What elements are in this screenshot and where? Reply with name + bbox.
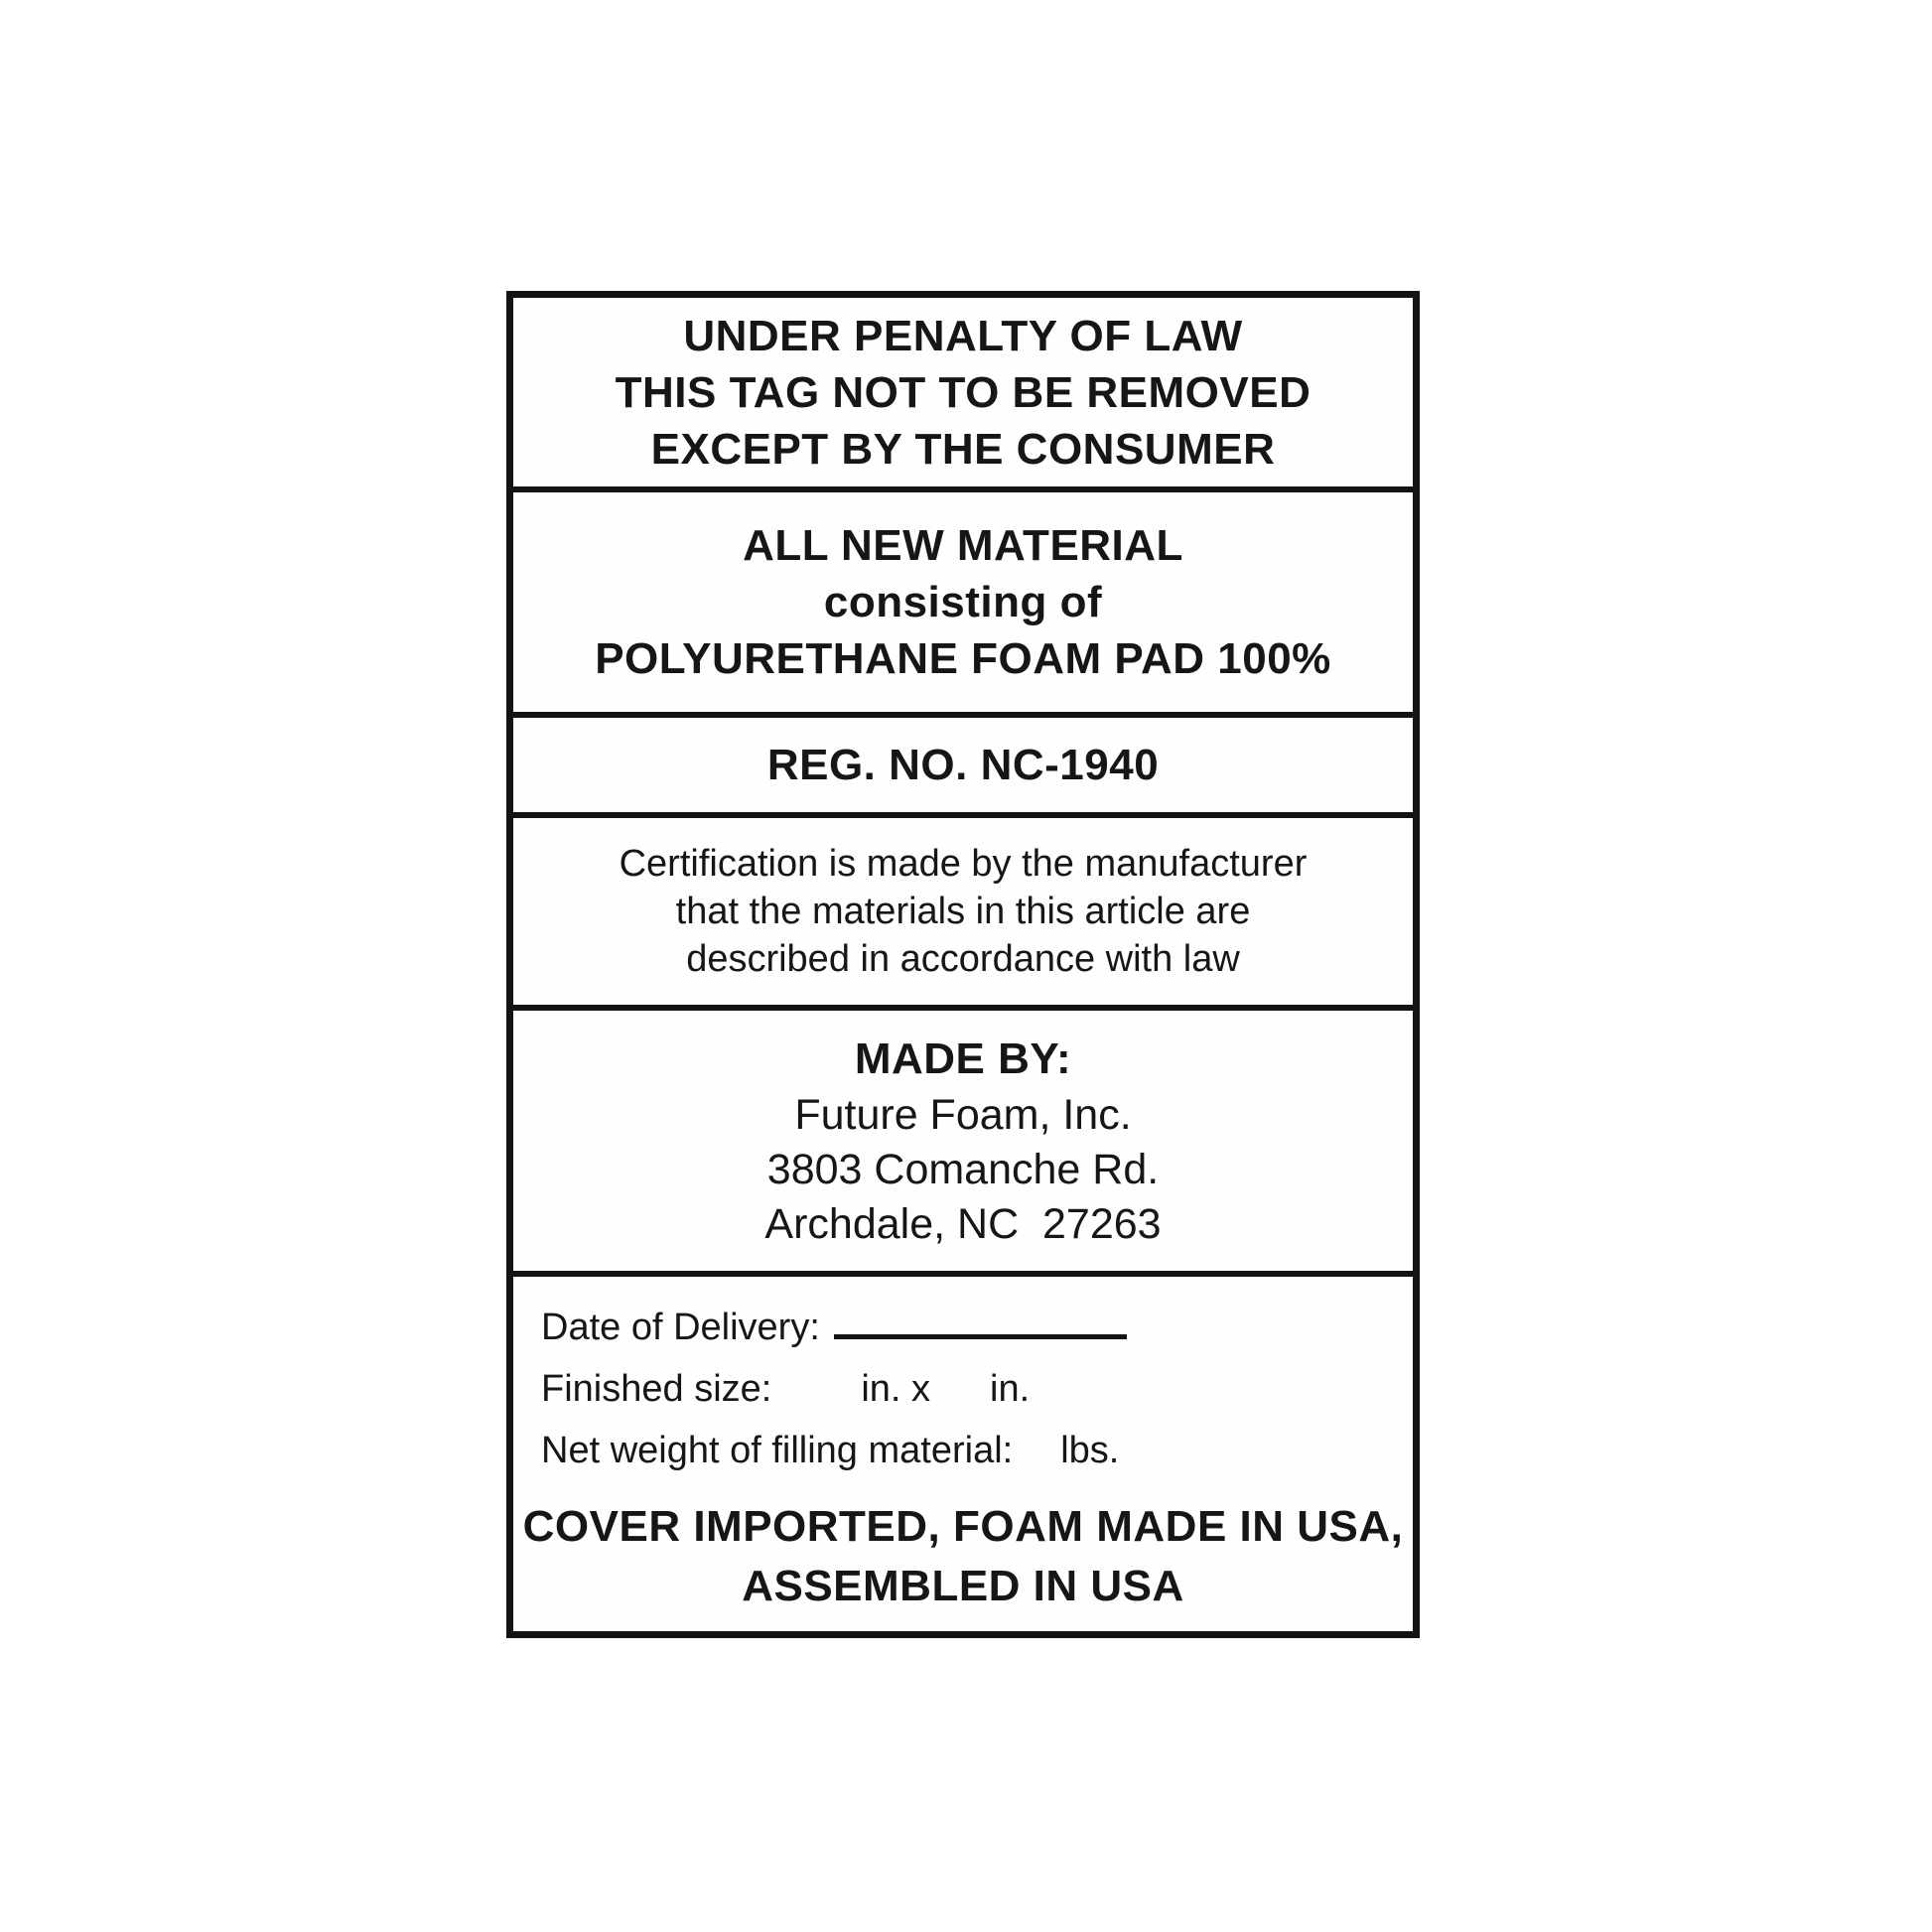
material-line-2: consisting of (823, 578, 1103, 626)
finished-size-row (513, 1358, 1413, 1420)
registration-number: REG. NO. NC-1940 (766, 741, 1160, 789)
date-of-delivery-label: Date of Delivery: (541, 1307, 820, 1348)
section-delivery-details (513, 1271, 1413, 1631)
section-material-contents (513, 486, 1413, 712)
certification-line-1: Certification is made by the manufacturer (619, 843, 1308, 885)
origin-line-1: COVER IMPORTED, FOAM MADE IN USA, (522, 1502, 1404, 1551)
section-certification (513, 812, 1413, 1005)
made-by-heading: MADE BY: (854, 1034, 1072, 1083)
material-line-1: ALL NEW MATERIAL (743, 521, 1183, 570)
finished-size-label: Finished size: (541, 1368, 772, 1410)
certification-line-2: that the materials in this article are (675, 891, 1251, 932)
date-of-delivery-blank-line (834, 1299, 1127, 1339)
manufacturer-street: 3803 Comanche Rd. (766, 1145, 1160, 1193)
section-manufacturer (513, 1005, 1413, 1271)
date-of-delivery-row (513, 1297, 1413, 1358)
section-penalty-notice (513, 298, 1413, 486)
penalty-line-2: THIS TAG NOT TO BE REMOVED (615, 367, 1311, 417)
section-registration-number (513, 712, 1413, 812)
penalty-line-3: EXCEPT BY THE CONSUMER (650, 424, 1276, 474)
net-weight-row (513, 1420, 1413, 1481)
finished-size-unit-end: in. (990, 1368, 1031, 1410)
manufacturer-city-state-zip: Archdale, NC 27263 (764, 1199, 1162, 1248)
origin-line-2: ASSEMBLED IN USA (742, 1562, 1184, 1610)
material-line-3: POLYURETHANE FOAM PAD 100% (595, 634, 1331, 683)
finished-size-unit-mid: in. x (861, 1368, 931, 1410)
penalty-line-1: UNDER PENALTY OF LAW (683, 311, 1243, 360)
manufacturer-name: Future Foam, Inc. (794, 1090, 1132, 1139)
law-tag-label (506, 291, 1420, 1638)
net-weight-unit: lbs. (1060, 1430, 1120, 1471)
net-weight-label: Net weight of filling material: (541, 1430, 1014, 1471)
origin-statement (513, 1497, 1413, 1616)
certification-line-3: described in accordance with law (686, 938, 1240, 980)
